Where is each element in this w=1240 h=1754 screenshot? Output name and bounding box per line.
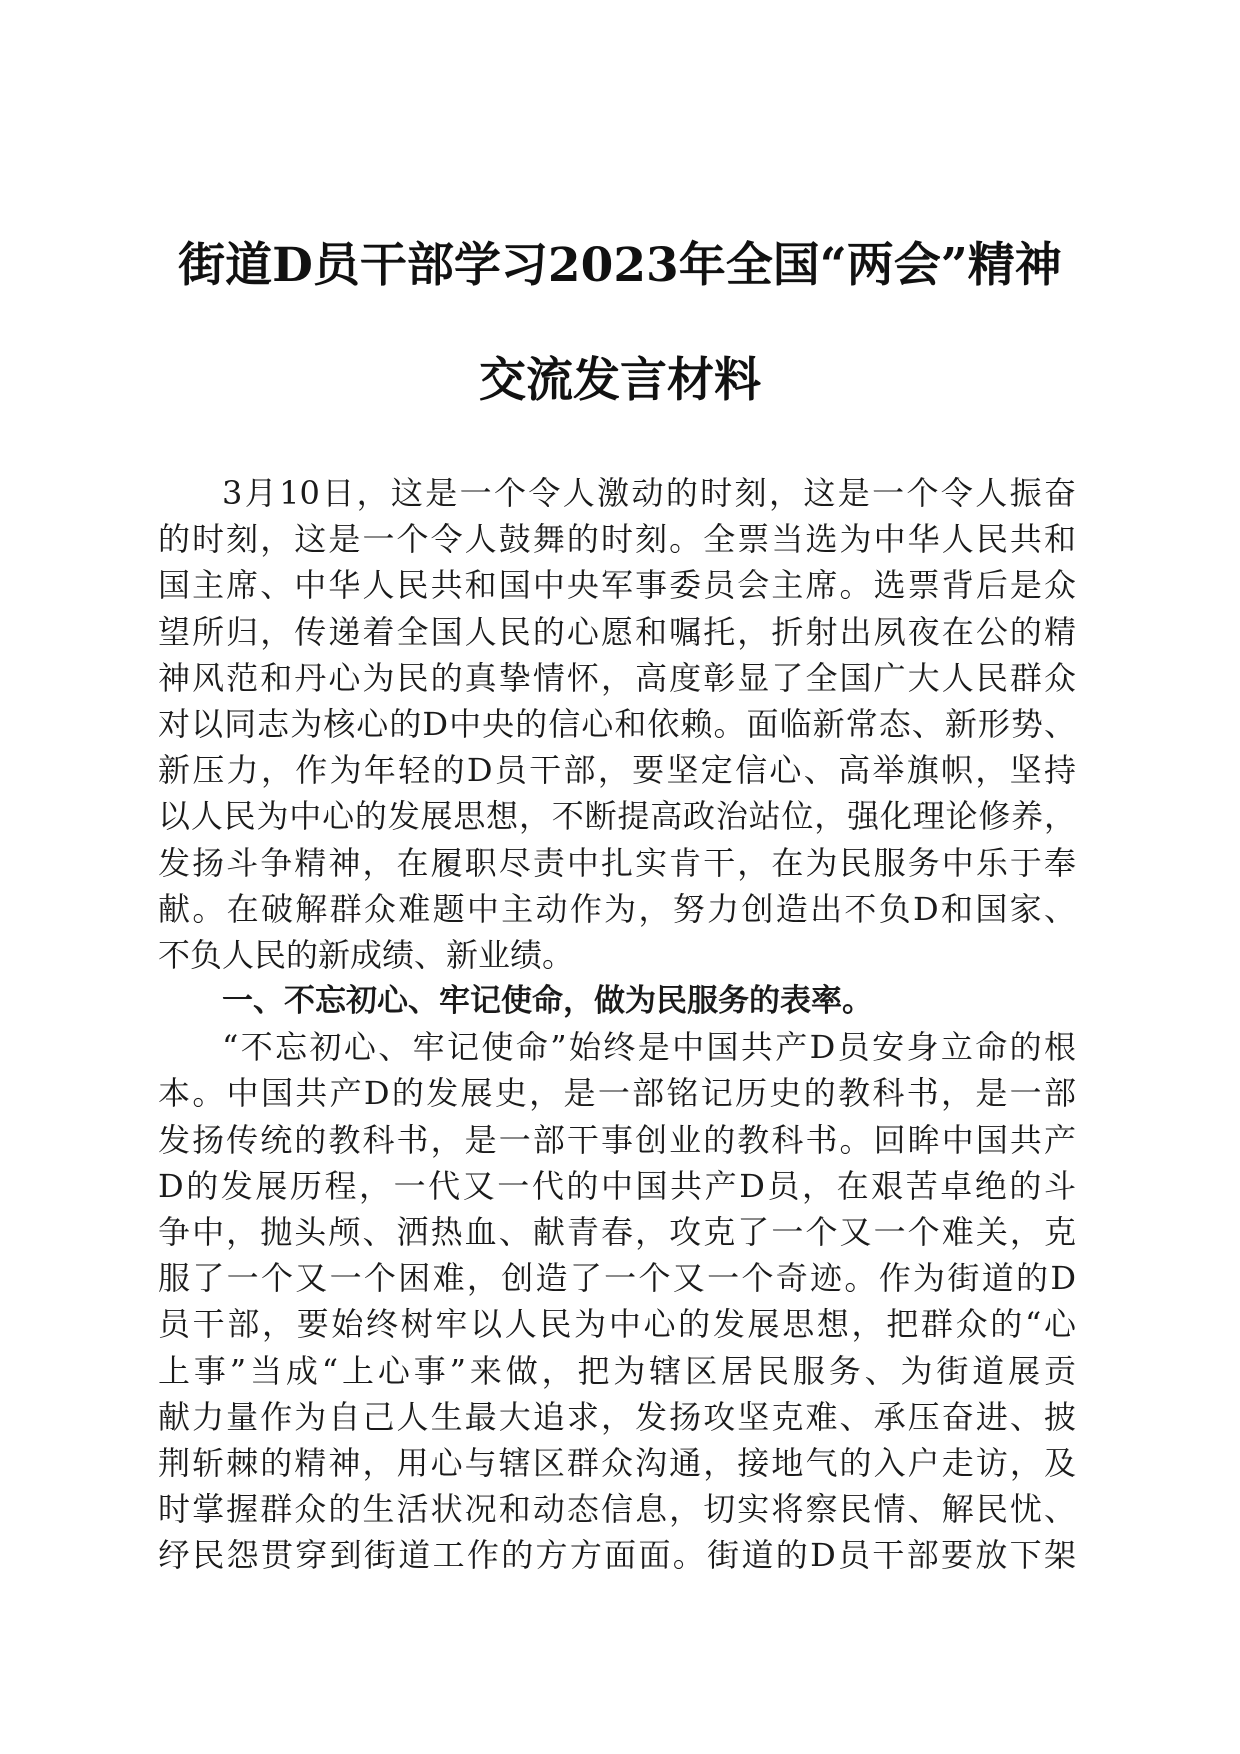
paragraph-line: 发扬斗争精神，在履职尽责中扎实肯干，在为民服务中乐于奉: [158, 843, 1076, 882]
paragraph-line: 纾民怨贯穿到街道工作的方方面面。街道的D员干部要放下架: [158, 1536, 1076, 1575]
paragraph-line: 本。中国共产D的发展史，是一部铭记历史的教科书，是一部: [158, 1074, 1076, 1113]
paragraph-line: D的发展历程，一代又一代的中国共产D员，在艰苦卓绝的斗: [158, 1166, 1076, 1205]
paragraph-line: 争中，抛头颅、洒热血、献青春，攻克了一个又一个难关，克: [158, 1213, 1076, 1251]
paragraph-line: 献力量作为自己人生最大追求，发扬攻坚克难、承压奋进、披: [158, 1397, 1076, 1436]
paragraph-line: 员干部，要始终树牢以人民为中心的发展思想，把群众的“心: [158, 1305, 1076, 1344]
paragraph-line: “不忘初心、牢记使命”始终是中国共产D员安身立命的根: [222, 1028, 1076, 1067]
paragraph-line: 时掌握群众的生活状况和动态信息，切实将察民情、解民忧、: [158, 1490, 1076, 1529]
document-body: [158, 470, 1076, 1579]
document-title-line-2: 交流发言材料: [479, 353, 761, 408]
paragraph-line: 新压力，作为年轻的D员干部，要坚定信心、高举旗帜，坚持: [158, 751, 1076, 790]
paragraph-line: 服了一个又一个困难，创造了一个又一个奇迹。作为街道的D: [158, 1259, 1076, 1298]
paragraph-line: 国主席、中华人民共和国中央军事委员会主席。选票背后是众: [158, 566, 1076, 605]
paragraph-line: 以人民为中心的发展思想，不断提高政治站位，强化理论修养，: [158, 797, 1076, 836]
paragraph-line: 望所归，传递着全国人民的心愿和嘱托，折射出夙夜在公的精: [158, 612, 1076, 651]
paragraph-line: 3月10日，这是一个令人激动的时刻，这是一个令人振奋: [222, 474, 1076, 512]
paragraph-line: 神风范和丹心为民的真挚情怀，高度彰显了全国广大人民群众: [158, 658, 1076, 697]
section-heading: 一、不忘初心、牢记使命，做为民服务的表率。: [222, 983, 873, 1020]
paragraph-line: 对以同志为核心的D中央的信心和依赖。面临新常态、新形势、: [158, 704, 1076, 743]
paragraph-line: 荆斩棘的精神，用心与辖区群众沟通，接地气的入户走访，及: [158, 1443, 1076, 1482]
paragraph-line: 发扬传统的教科书，是一部干事创业的教科书。回眸中国共产: [158, 1120, 1076, 1159]
paragraph-line: 不负人民的新成绩、新业绩。: [158, 935, 575, 974]
paragraph-line: 献。在破解群众难题中主动作为，努力创造出不负D和国家、: [158, 889, 1076, 928]
paragraph-line: 上事”当成“上心事”来做，把为辖区居民服务、为街道展贡: [158, 1351, 1076, 1390]
paragraph-line: 的时刻，这是一个令人鼓舞的时刻。全票当选为中华人民共和: [158, 520, 1076, 559]
document-title-line-1: 街道D员干部学习2023年全国“两会”精神: [178, 238, 1062, 293]
